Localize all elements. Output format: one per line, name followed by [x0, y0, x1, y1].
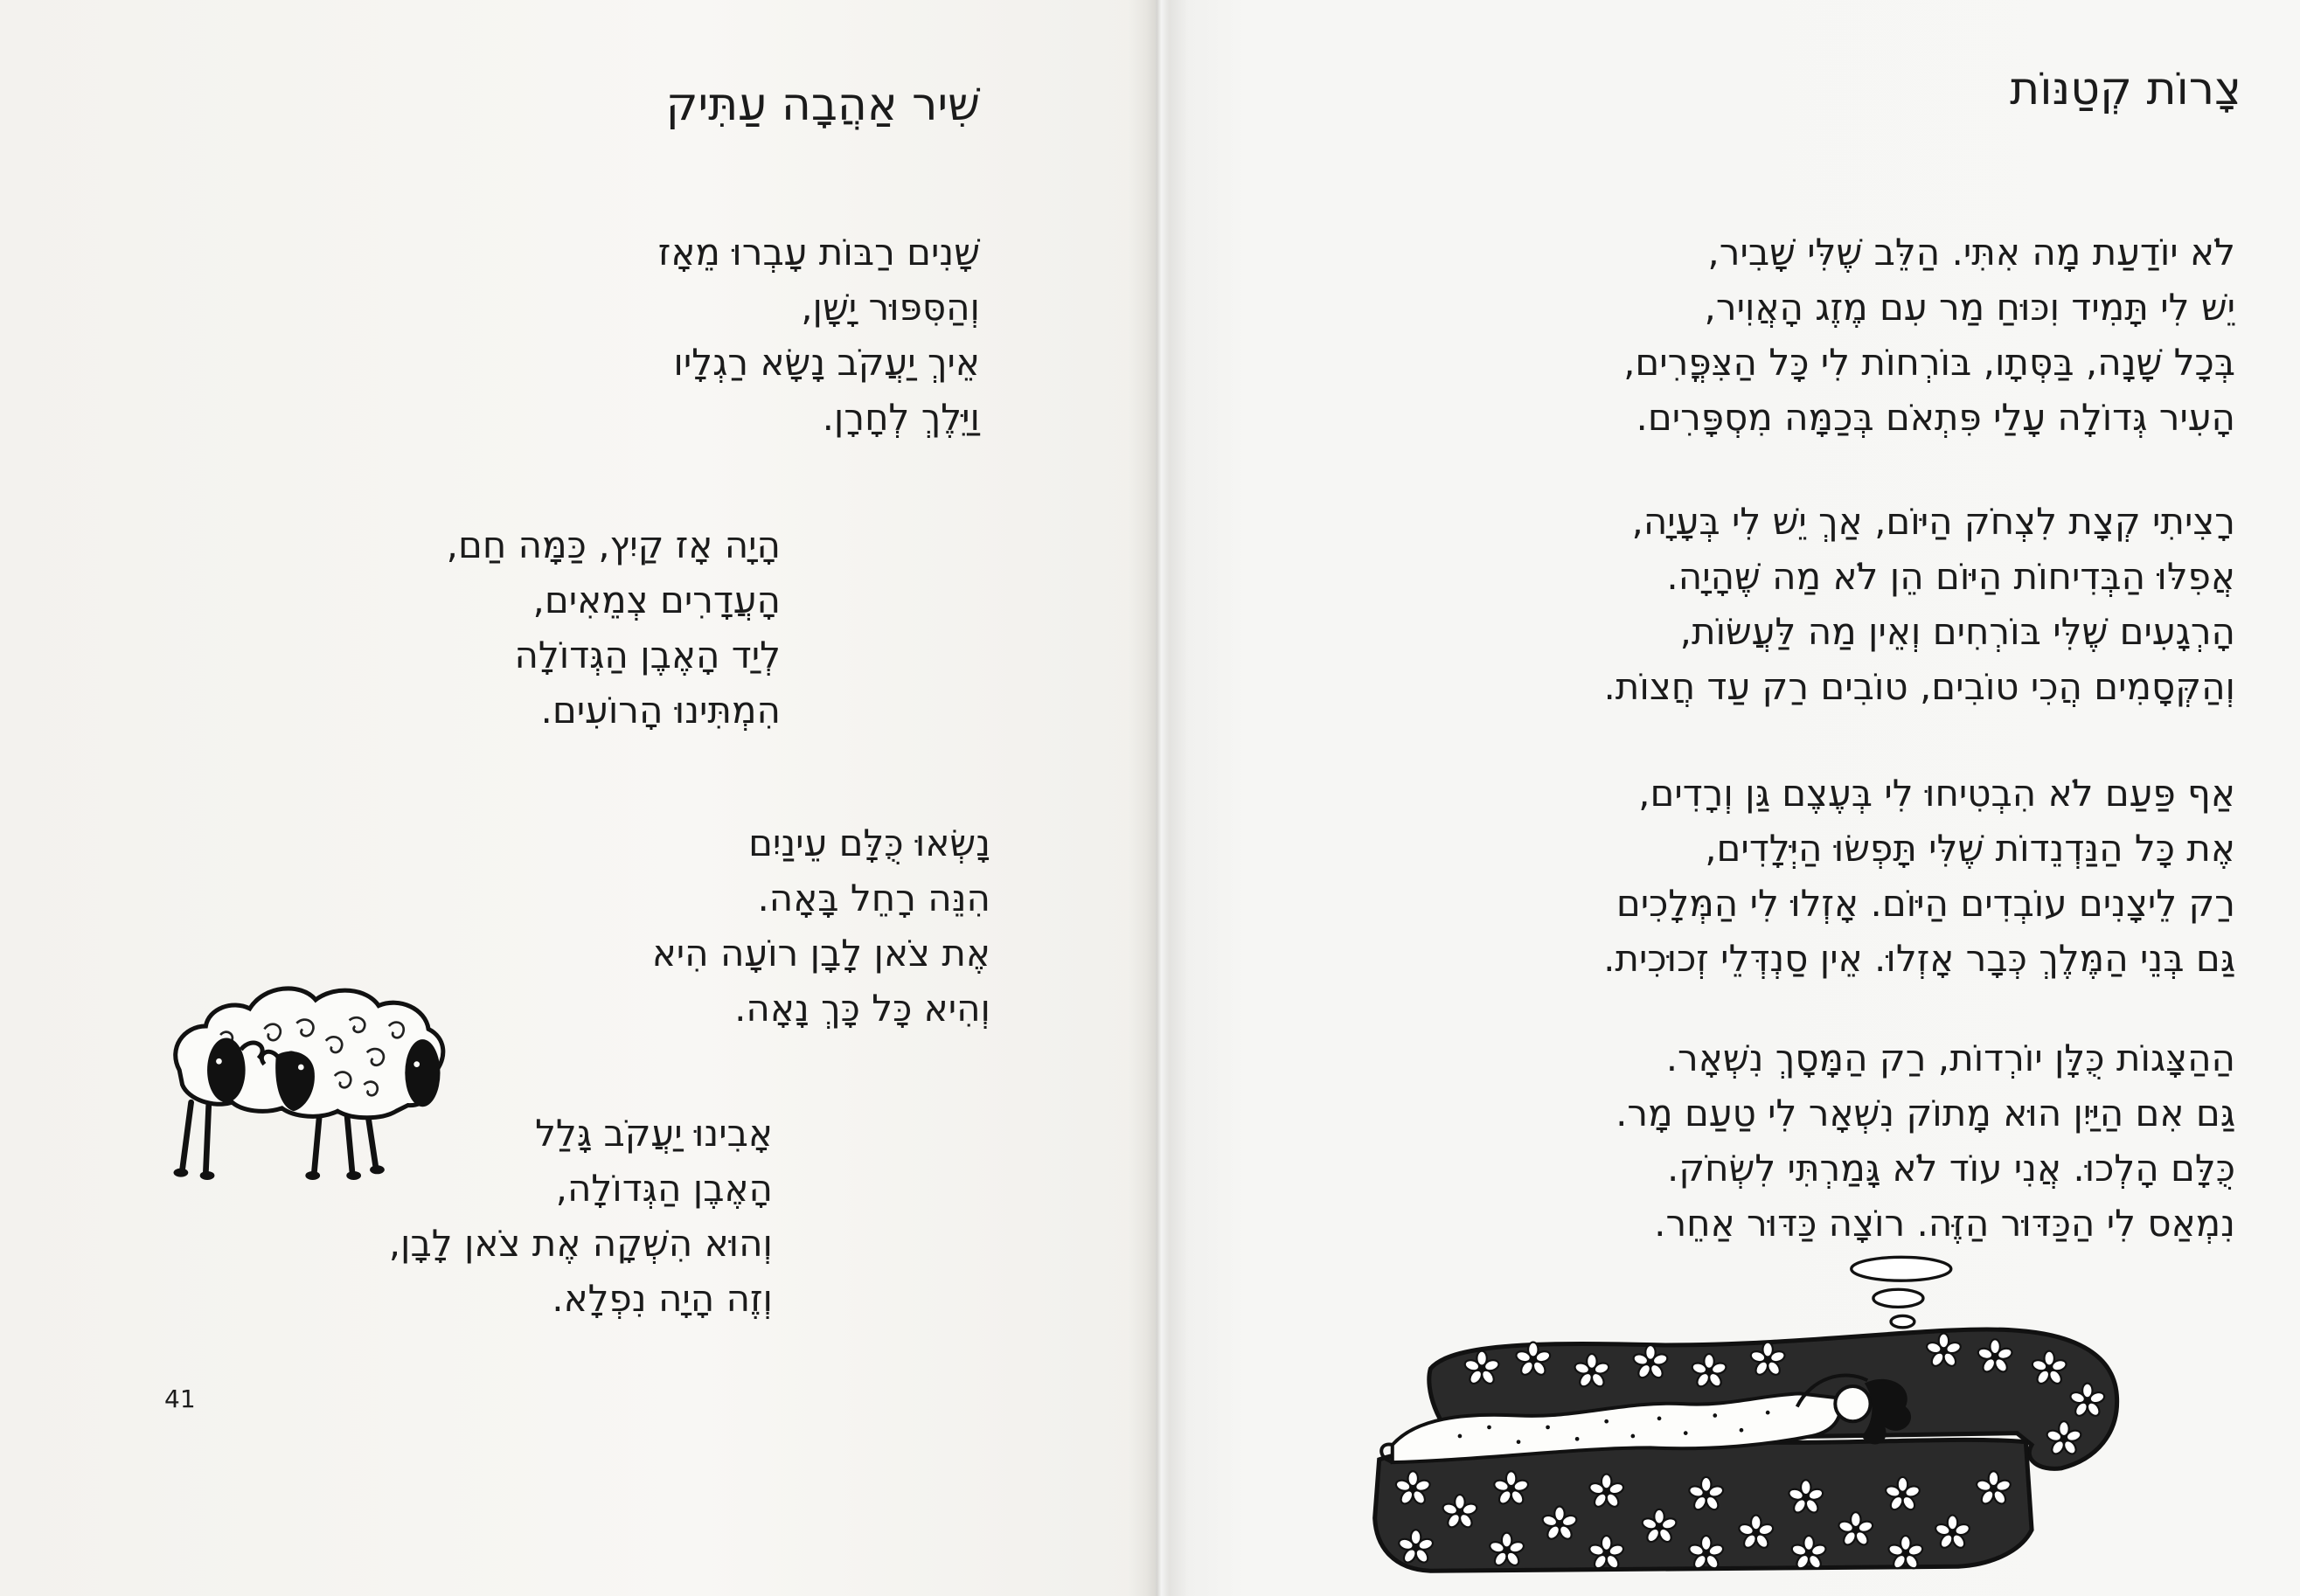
- poem-line: אֶת צֹאן לָבָן רוֹעָה הִיא: [651, 932, 990, 975]
- poem-line: הָעִיר גְּדוֹלָה עָלַי פִּתְאֹם בְּכַמָּה מִסְפָּרִים.: [1636, 396, 2235, 439]
- poem-line: הָעֲדָרִים צְמֵאִים,: [532, 579, 781, 621]
- poem-line: אֶת כָּל הַנַּדְנֵדוֹת שֶׁלִּי תָּפְשׂוּ הַיְּלָדִים,: [1705, 827, 2235, 870]
- poem-line: אֲפִלּוּ הַבְּדִיחוֹת הַיּוֹם הֵן לֹא מַה שֶּׁהָיָה.: [1666, 555, 2235, 598]
- book-spine: [1128, 0, 1189, 1596]
- poem-line: נָשְׂאוּ כֻּלָּם עֵינַיִם: [748, 822, 990, 864]
- poem-line: וְהוּא הִשְׁקָה אֶת צֹאן לָבָן,: [388, 1222, 773, 1265]
- poem-line: הִנֵּה רָחֵל בָּאָה.: [757, 877, 990, 919]
- right-poem-title: צָרוֹת קְטַנּוֹת: [2010, 63, 2241, 115]
- left-stanza-3: [652, 815, 990, 1036]
- poem-line: לְיַד הָאֶבֶן הַגְּדוֹלָה: [514, 634, 781, 677]
- poem-line: וְהַסִּפּוּר יָשָׁן,: [801, 286, 980, 329]
- poem-line: כֻּלָּם הָלְכוּ. אֲנִי עוֹד לֹא גָּמַרְתִּי לִשְׂחֹק.: [1666, 1147, 2235, 1190]
- right-stanza-1: [1623, 225, 2235, 445]
- poem-line: הָיָה אָז קַיִץ, כַּמָּה חַם,: [446, 524, 781, 566]
- poem-line: שָׁנִים רַבּוֹת עָבְרוּ מֵאָז: [657, 231, 980, 274]
- poem-line: וְזֶה הָיָה נִפְלָא.: [552, 1277, 773, 1320]
- woman-head: [1835, 1386, 1870, 1421]
- poem-line: וְהִיא כָּל כָּךְ נָאָה.: [734, 987, 990, 1030]
- poem-line: גַּם בְּנֵי הַמֶּלֶךְ כְּבָר אָזְלוּ. אֵין סַנְדְּלֵי זְכוּכִית.: [1603, 937, 2235, 980]
- left-poem-title: שִׁיר אַהֲבָה עַתִּיק: [665, 79, 980, 131]
- poem-line: אָבִינוּ יַעֲקֹב גָּלַל: [535, 1112, 773, 1155]
- left-stanza-1: [658, 225, 980, 445]
- woman-on-sofa-illustration: [1372, 1254, 2120, 1577]
- sheep-illustration: [162, 968, 448, 1180]
- poem-line: רַק לֵיצָנִים עוֹבְדִים הַיּוֹם. אָזְלוּ לִי הַמְּלָכִים: [1616, 882, 2235, 925]
- thought-bubbles: [1852, 1257, 1951, 1328]
- poem-line: הָרְגָעִים שֶׁלִּי בּוֹרְחִים וְאֵין מַה לַּעֲשׂוֹת,: [1679, 610, 2235, 653]
- right-stanza-3: [1603, 766, 2235, 986]
- poem-line: נִמְאַס לִי הַכַּדּוּר הַזֶּה. רוֹצָה כַּדּוּר אַחֵר.: [1654, 1202, 2235, 1245]
- poem-line: וְהַקְּסָמִים הֲכִי טוֹבִים, טוֹבִים רַק עַד חֲצוֹת.: [1603, 665, 2235, 708]
- poem-line: הָאֶבֶן הַגְּדוֹלָה,: [555, 1167, 773, 1210]
- poem-line: גַּם אִם הַיַּיִן הוּא מָתוֹק נִשְׁאָר לִי טַעַם מָר.: [1616, 1092, 2235, 1135]
- poem-line: וַיֵּלֶךְ לְחָרָן.: [822, 396, 980, 439]
- page-number: 41: [164, 1384, 196, 1413]
- poem-line: לֹא יוֹדַעַת מָה אִתִּי. הַלֵּב שֶׁלִּי שָׁבִיר,: [1707, 231, 2235, 274]
- poem-line: הַהַצָּגוֹת כֻּלָּן יוֹרְדוֹת, רַק הַמָּסָךְ נִשְׁאָר.: [1665, 1037, 2235, 1079]
- poem-line: רָצִיתִי קְצָת לִצְחֹק הַיּוֹם, אַךְ יֵשׁ לִי בְּעָיָה,: [1631, 500, 2235, 543]
- poem-line: בְּכָל שָׁנָה, בַּסְּתָו, בּוֹרְחוֹת לִי כָּל הַצִּפֳּרִים,: [1623, 341, 2235, 384]
- poem-line: יֵשׁ לִי תָּמִיד וִכּוּחַ מַר עִם מֶזֶג הָאֲוִיר,: [1704, 286, 2235, 329]
- right-stanza-4: [1616, 1030, 2235, 1251]
- right-stanza-2: [1603, 494, 2235, 714]
- left-stanza-2: [447, 517, 781, 738]
- poem-line: הִמְתִּינוּ הָרוֹעִים.: [540, 689, 781, 732]
- poem-line: אֵיךְ יַעֲקֹב נָשָׂא רַגְלָיו: [673, 341, 980, 384]
- poem-line: אַף פַּעַם לֹא הִבְטִיחוּ לִי בְּעֶצֶם גַּן וְרָדִים,: [1638, 772, 2235, 815]
